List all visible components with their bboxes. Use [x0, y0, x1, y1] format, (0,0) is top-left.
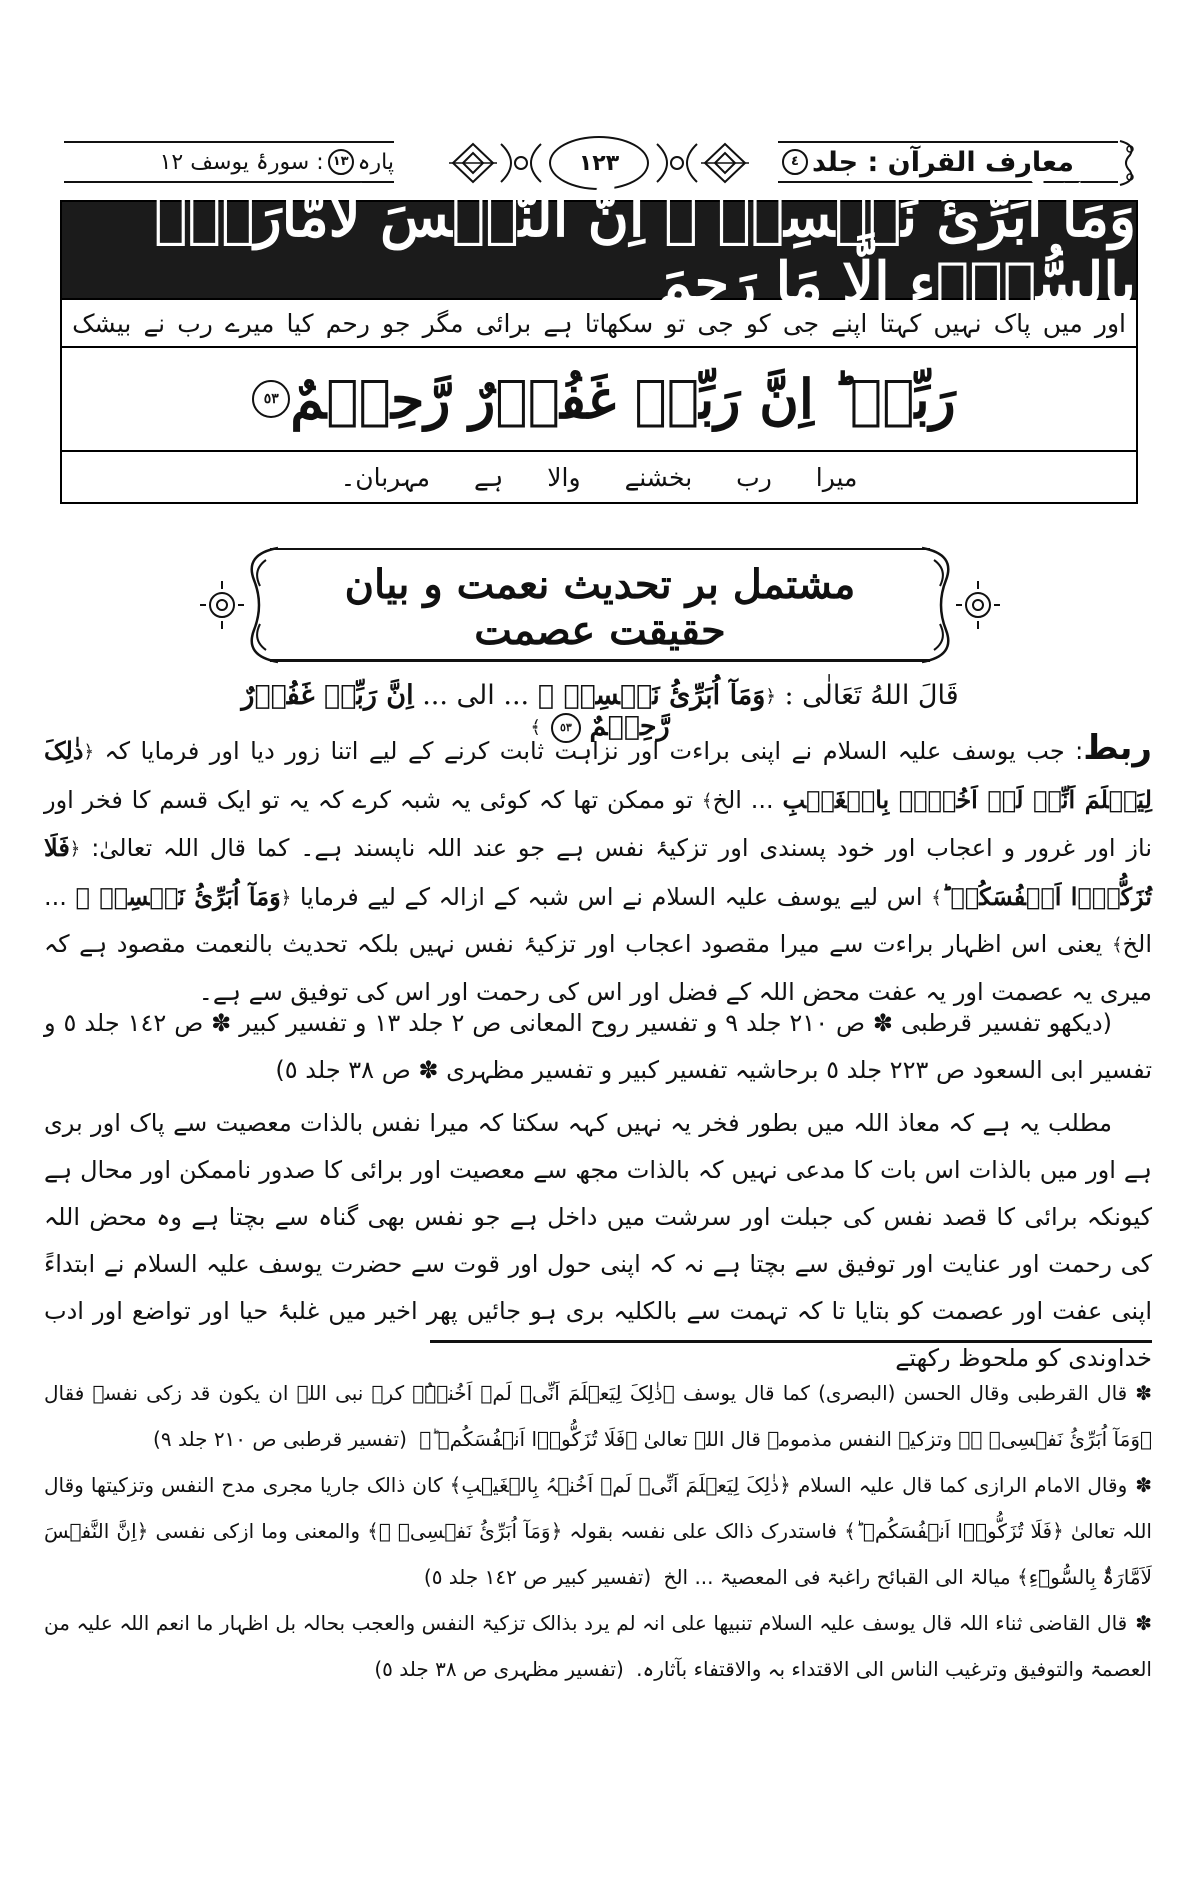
- translation-word: کہتا: [879, 308, 922, 338]
- running-header: [58, 135, 1140, 191]
- rabt-text: ... الخ: [712, 785, 774, 814]
- knot-ornament-icon: [449, 140, 497, 186]
- translation-word: بخشنے: [624, 462, 693, 492]
- knot-ornament-icon: [701, 140, 749, 186]
- quran-quote: فَلَا تُزَکُّوۡۤا اَنۡفُسَکُمۡ ؕ: [44, 833, 1152, 911]
- translation-word: رب: [177, 308, 213, 338]
- quran-open-bracket-icon: ﴿: [280, 887, 292, 908]
- translation-word: تو: [665, 308, 686, 338]
- quran-open-bracket-icon: ﴿: [69, 838, 81, 860]
- quran-quote: ذٰلِکَ لِیَعۡلَمَ اَنِّیۡ لَمۡ اَخُنۡہُ بِالۡغَیۡبِ: [44, 736, 1152, 814]
- rabt-paragraph: [44, 725, 1152, 1016]
- translation-word: والا: [547, 462, 581, 492]
- ayah-number-marker: ٥٣: [551, 713, 581, 743]
- footnote-star-icon: ✽: [1135, 1473, 1152, 1497]
- rabt-text: یعنی اس اظہار براءت سے میرا مقصود اعجاب اور تزکیۂ نفس نہیں بلکہ تحدیث بالنعمت مقصود ہے کہ میری یہ عصمت اور یہ عفت محض اللہ کے فضل اور اس کی رحمت اور اس کی توفیق سے ہے۔: [44, 930, 1152, 1006]
- translation-word: اپنے: [831, 308, 868, 338]
- explanation-paragraph: مطلب یہ ہے کہ معاذ اللہ میں بطور فخر یہ نہیں کہہ سکتا کہ میرا نفس بالذات معصیت سے پاک اور بری ہے اور میں بالذات اس بات کا مدعی نہیں کہ بالذات مجھ سے معصیت اور برائی کا صدور ناممکن اور محال ہے کیونکہ برائی کا قصد نفس کی جبلت اور سرشت میں داخل ہے جو نفس بھی گناہ سے بچتا ہے وہ محض اللہ کی رحمت اور عنایت اور توفیق سے بچتا ہے نہ کہ اپنی حول اور قوت سے حضرت یوسف علیہ السلام نے ابتداءً اپنی عفت اور عصمت کو بتایا تا کہ تہمت سے بالکلیہ بری ہو جائیں پھر اخیر میں غلبۂ حیا اور تواضع اور ادب خداوندی کو ملحوظ رکھتے: [44, 1109, 1153, 1372]
- quran-open-bracket-icon: ﴿: [83, 741, 95, 763]
- translation-word: مہربان۔: [340, 462, 430, 492]
- surah-label: : سورۂ یوسف ١٢: [159, 149, 324, 175]
- footnote-razi: [44, 1462, 1152, 1600]
- translation-word: جی: [697, 308, 734, 338]
- rabt-text: : جب یوسف علیہ السلام نے اپنی براءت اور نزاہت ثابت کرنے کے لیے اتنا زور دیا اور فرمایا کہ: [104, 737, 1084, 765]
- qal-ila: ... الی ...: [422, 680, 530, 711]
- footnote-citation: (تفسیر مظہری ص ٣٨ جلد ٥): [374, 1657, 624, 1681]
- qal-verse-start: وَمَآ اُبَرِّئُ نَفۡسِیۡ ۚ: [537, 680, 766, 711]
- footnote-qurtubi: [44, 1370, 1152, 1462]
- para-label: پارہ: [357, 149, 394, 175]
- translation-word: پاک: [993, 308, 1031, 338]
- footnote-text: قال القرطبی وقال الحسن (البصری) کما قال یوسف ﴿ذٰلِکَ لِیَعۡلَمَ اَنِّیۡ لَمۡ اَخُنۡہُ﴾ کرہ نبی اللہ ان یکون قد زکی نفسہ فقال ﴿وَمَآ اُبَرِّئُ نَفۡسِیۡ ۚ﴾ وتزکیۃ النفس مذمومۃ قال اللہ تعالیٰ ﴿فَلَا تُزَکُّوۡۤا اَنۡفُسَکُمۡ ؕ﴾: [44, 1381, 1152, 1451]
- translation-word: میں: [1042, 308, 1083, 338]
- verse-translation-line-2: [60, 452, 1138, 504]
- rabt-label: ربط: [1083, 728, 1152, 768]
- verse-arabic-line-1: وَمَآ اُبَرِّئُ نَفۡسِیۡ ۚ اِنَّ النَّفۡسَ لَاَمَّارَةٌۢ بِالسُّوۡٓءِ اِلَّا مَا رَحِمَ: [60, 200, 1138, 300]
- quran-quote: وَمَآ اُبَرِّئُ نَفۡسِیۡ ۚ: [75, 881, 281, 911]
- ayah-number-marker: ٥٣: [252, 380, 290, 418]
- header-right-flourish-icon: [1118, 137, 1140, 189]
- translation-word: میرے: [224, 308, 275, 338]
- right-floral-ornament-icon: [920, 540, 1000, 670]
- verse-arabic-line-2: [60, 348, 1138, 452]
- quran-open-bracket-icon: ﴿: [765, 686, 776, 707]
- translation-word: رحم: [325, 308, 370, 338]
- translation-word: ہے: [473, 462, 504, 492]
- qal-verse-end: اِنَّ رَبِّیۡ غَفُوۡرٌ رَّحِیۡمٌ: [241, 680, 670, 742]
- translation-word: کیا: [286, 308, 314, 338]
- section-title: مشتمل بر تحدیث نعمت و بیان حقیقت عصمت: [344, 561, 856, 654]
- quran-close-bracket-icon: ﴾: [1111, 934, 1123, 956]
- knot-ornament-icon: [653, 140, 701, 186]
- translation-word: مگر: [422, 308, 464, 338]
- tafsir-references: (دیکھو تفسیر قرطبی ✽ ص ٢١٠ جلد ٩ و تفسیر روح المعانی ص ٢ جلد ١٣ و تفسیر کبیر ✽ ص ١٤٢ جلد ٥ و تفسیر ابی السعود ص ٢٢٣ جلد ٥ برحاشیہ تفسیر کبیر و تفسیر مظہری ✽ ص ٣٨ جلد ٥): [44, 1009, 1152, 1084]
- translation-word: جی: [782, 308, 820, 338]
- footnote-star-icon: ✽: [1135, 1611, 1152, 1635]
- translation-word: کو: [745, 308, 771, 338]
- quran-close-bracket-icon: ﴾: [931, 887, 942, 908]
- header-para-surah-box: [64, 141, 394, 183]
- footnote-mazhari: [44, 1600, 1152, 1692]
- footnote-citation: (تفسیر کبیر ص ١٤٢ جلد ٥): [423, 1565, 652, 1589]
- para-number: ١٣: [328, 149, 354, 175]
- quran-close-bracket-icon: ﴾: [530, 717, 541, 738]
- rabt-text: اس لیے یوسف علیہ السلام نے اس شبہ کے ازالہ کے لیے فرمایا: [299, 882, 923, 911]
- footnote-star-icon: ✽: [1135, 1381, 1152, 1405]
- qal-prefix: قَالَ اللهُ تَعَالٰی :: [784, 680, 959, 711]
- translation-word: سکھاتا: [584, 308, 654, 338]
- footnote-text: قال القاضی ثناء اللہ قال یوسف علیہ السلام تنبیھا علی انہ لم یرد بذالک تزکیۃ النفس والعجب بحالہ بل اظہار ما انعم اللہ علیہ من العصمۃ والتوفیق وترغیب الناس الی الاقتداء بہ والاقتفاء بآثارہ.: [44, 1611, 1152, 1681]
- page-number: ١٢٣: [549, 136, 649, 190]
- footnote-separator: [430, 1340, 1152, 1343]
- quran-close-bracket-icon: ﴾: [701, 790, 713, 811]
- translation-word: جو: [382, 308, 411, 338]
- translation-word: بیشک: [72, 308, 132, 338]
- translation-word: برائی: [475, 308, 532, 338]
- translation-word: رب: [736, 462, 772, 492]
- translation-word: اور: [1094, 308, 1126, 338]
- rabt-text: ... الخ: [44, 882, 1152, 958]
- knot-ornament-icon: [497, 140, 545, 186]
- verse-translation-line-1: [60, 300, 1138, 348]
- rabt-text: تو ممکن تھا کہ کوئی یہ شبہ کرے کہ یہ تو ایک قسم کا فخر اور ناز اور غرور و اعجاب اور خود پسندی اور تزکیۂ نفس ہے جو عند اللہ ناپسند ہے۔ کما قال اللہ تعالیٰ:: [44, 785, 1152, 862]
- book-title: معارف القرآن : جلد: [812, 146, 1074, 178]
- volume-number: ٤: [782, 149, 808, 175]
- section-title-cartouche: [200, 540, 1000, 670]
- footnote-text: وقال الامام الرازی کما قال علیہ السلام ﴿ذٰلِکَ لِیَعۡلَمَ اَنِّیۡ لَمۡ اَخُنۡہُ بِالۡغَیۡبِ﴾ کان ذالک جاریا مجری مدح النفس وتزکیتھا وقال اللہ تعالیٰ ﴿فَلَا تُزَکُّوۡۤا اَنۡفُسَکُمۡ ؕ﴾ فاستدرک ذالک علی نفسہ بقولہ ﴿وَمَآ اُبَرِّئُ نَفۡسِیۡ ۚ﴾ والمعنی وما ازکی نفسی ﴿اِنَّ النَّفۡسَ لَاَمَّارَةٌۢ بِالسُّوۡٓءِ﴾ میالۃ الی القبائح راغبۃ فی المعصیۃ ... الخ: [44, 1473, 1152, 1589]
- footnote-citation: (تفسیر قرطبی ص ٢١٠ جلد ٩): [153, 1427, 407, 1451]
- translation-word: میرا: [815, 462, 858, 492]
- translation-word: نہیں: [933, 308, 982, 338]
- verse-arabic-text: رَبِّیۡ ؕ اِنَّ رَبِّیۡ غَفُوۡرٌ رَّحِیۡمٌ: [290, 367, 956, 431]
- header-book-title-box: [778, 141, 1118, 183]
- header-page-ornament: [398, 135, 800, 191]
- left-floral-ornament-icon: [200, 540, 280, 670]
- translation-word: نے: [143, 308, 166, 338]
- translation-word: ہے: [543, 308, 573, 338]
